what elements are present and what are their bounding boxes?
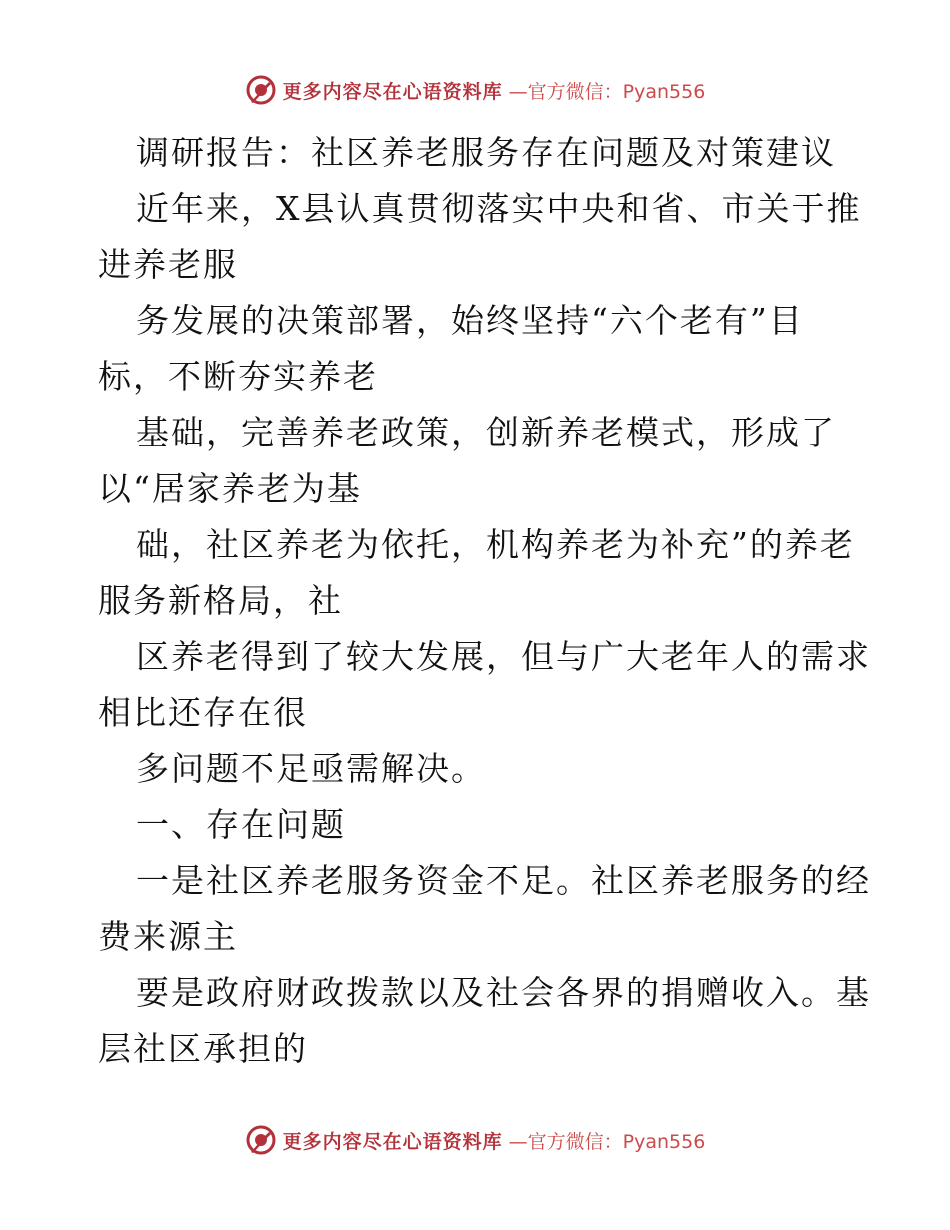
text-line: 务发展的决策部署，始终坚持“六个老有”目 [136, 301, 804, 340]
text-line: 多问题不足亟需解决。 [136, 749, 486, 788]
text-line: 费来源主 [98, 917, 238, 956]
text-line: 相比还存在很 [98, 693, 308, 732]
text-line: 础，社区养老为依托，机构养老为补充”的养老 [136, 525, 855, 564]
watermark-right-text: —官方微信：Pyan556 [508, 80, 706, 103]
text-line: 一是社区养老服务资金不足。社区养老服务的经 [136, 861, 871, 900]
pen-logo-icon [245, 74, 277, 106]
text-line: 以“居家养老为基 [98, 469, 362, 508]
text-line: 要是政府财政拨款以及社会各界的捐赠收入。基 [136, 973, 871, 1012]
pen-logo-icon [245, 1124, 277, 1156]
text-line: 层社区承担的 [98, 1029, 308, 1068]
header-watermark [0, 70, 950, 110]
text-line: 标，不断夯实养老 [98, 357, 378, 396]
text-line: 一、存在问题 [136, 805, 346, 844]
watermark-right-text: —官方微信：Pyan556 [508, 1130, 706, 1153]
text-line: 服务新格局，社 [98, 581, 343, 620]
watermark-left-text: 更多内容尽在心语资料库 [282, 1130, 503, 1153]
text-line: 调研报告：社区养老服务存在问题及对策建议 [136, 133, 836, 172]
document-body [98, 125, 871, 1077]
text-line: 区养老得到了较大发展，但与广大老年人的需求 [136, 637, 871, 676]
footer-watermark [0, 1120, 950, 1160]
text-line: 基础，完善养老政策，创新养老模式，形成了 [136, 413, 836, 452]
text-line: 近年来，X县认真贯彻落实中央和省、市关于推 [136, 189, 862, 228]
text-line: 进养老服 [98, 245, 238, 284]
watermark-left-text: 更多内容尽在心语资料库 [282, 80, 503, 103]
